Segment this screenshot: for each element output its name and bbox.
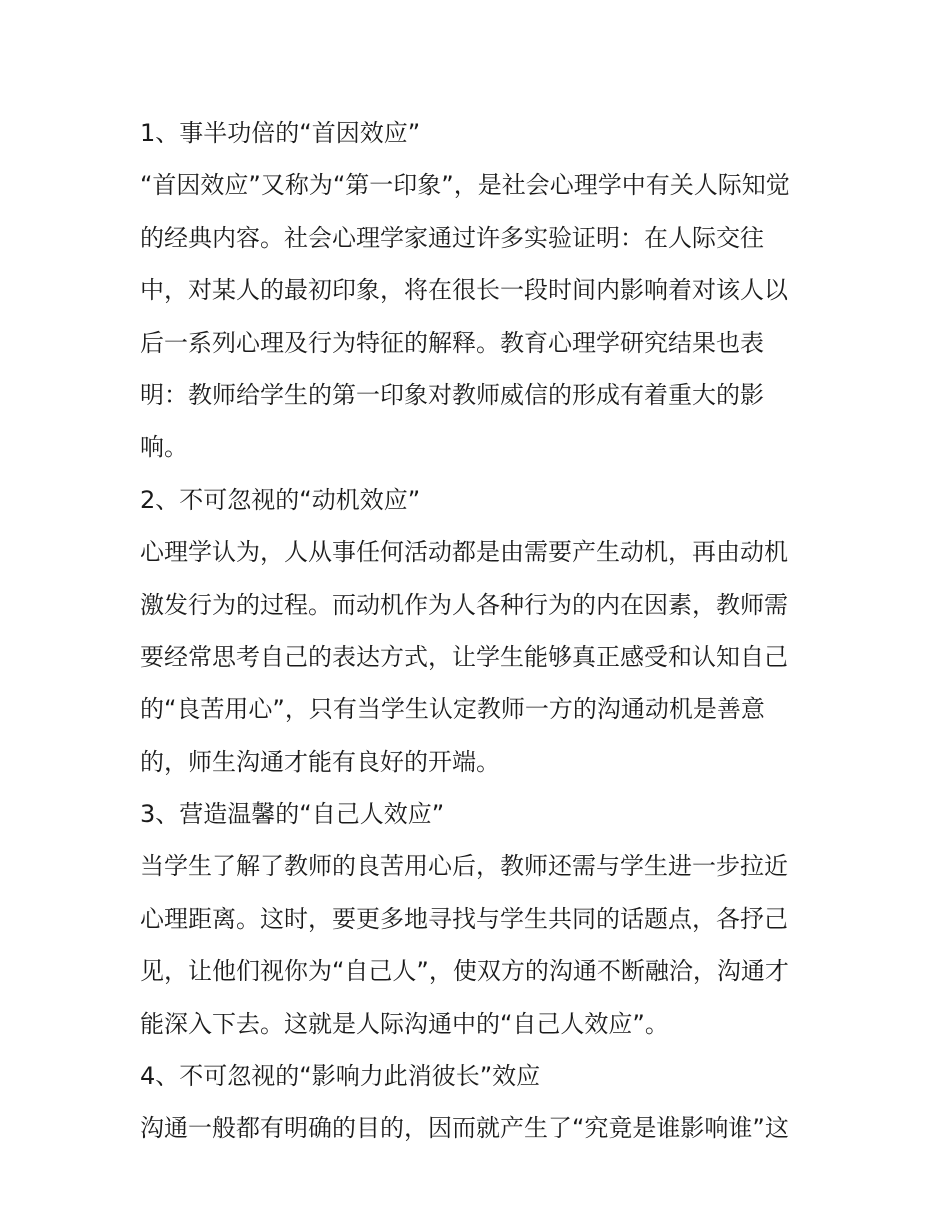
paragraph-2-line-2: 激发行为的过程。而动机作为人各种行为的内在因素，教师需 <box>140 590 788 619</box>
paragraph-1-line-3: 中，对某人的最初印象，将在很长一段时间内影响着对该人以 <box>140 276 788 305</box>
heading-1: 1、事半功倍的“首因效应” <box>140 119 421 147</box>
paragraph-1-line-5: 明：教师给学生的第一印象对教师威信的形成有着重大的影 <box>140 380 764 409</box>
paragraph-1-line-6: 响。 <box>140 433 188 462</box>
paragraph-1-line-4: 后一系列心理及行为特征的解释。教育心理学研究结果也表 <box>140 328 764 357</box>
paragraph-1-line-1: “首因效应”又称为“第一印象”，是社会心理学中有关人际知觉 <box>140 171 790 200</box>
document-body <box>140 107 820 1155</box>
paragraph-3-line-4: 能深入下去。这就是人际沟通中的“自己人效应”。 <box>140 1009 669 1038</box>
heading-3: 3、营造温馨的“自己人效应” <box>140 800 445 829</box>
heading-4: 4、不可忽视的“影响力此消彼长”效应 <box>140 1062 541 1091</box>
paragraph-3-line-1: 当学生了解了教师的良苦用心后，教师还需与学生进一步拉近 <box>140 852 788 881</box>
paragraph-1-line-2: 的经典内容。社会心理学家通过许多实验证明：在人际交往 <box>140 223 764 252</box>
paragraph-2-line-4: 的“良苦用心”，只有当学生认定教师一方的沟通动机是善意 <box>140 695 765 724</box>
paragraph-3-line-2: 心理距离。这时，要更多地寻找与学生共同的话题点，各抒己 <box>140 904 788 933</box>
paragraph-3-line-3: 见，让他们视你为“自己人”，使双方的沟通不断融洽，沟通才 <box>140 957 789 986</box>
paragraph-2-line-5: 的，师生沟通才能有良好的开端。 <box>140 747 500 776</box>
heading-2: 2、不可忽视的“动机效应” <box>140 485 421 514</box>
paragraph-2-line-3: 要经常思考自己的表达方式，让学生能够真正感受和认知自己 <box>140 642 788 671</box>
paragraph-4-line-1: 沟通一般都有明确的目的，因而就产生了“究竟是谁影响谁”这 <box>140 1114 789 1143</box>
paragraph-2-line-1: 心理学认为，人从事任何活动都是由需要产生动机，再由动机 <box>140 538 788 567</box>
